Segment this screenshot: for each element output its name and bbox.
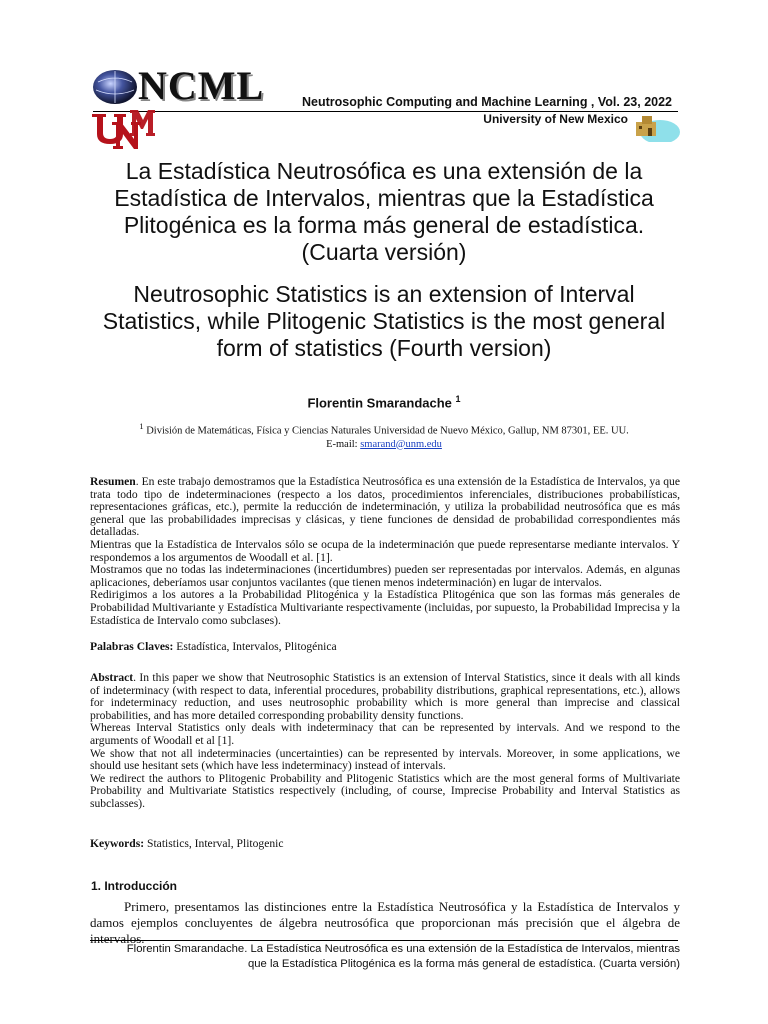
affiliation-line: [84, 420, 684, 438]
affiliation-mark: 1: [139, 421, 144, 431]
resumen-paragraph: Mientras que la Estadística de Intervalos sólo se ocupa de la indeterminación que puede representarse mediante intervalos. Y respondemos a los argumentos de Woodall et al. [1].: [90, 537, 680, 564]
author-name-text: Florentin Smarandache: [307, 395, 452, 411]
palabras-claves: [90, 641, 680, 654]
abstract-paragraph: [90, 672, 680, 722]
introduccion-paragraph: Primero, presentamos las distinciones entre la Estadística Neutrosófica y la Estadística de Intervalos y damos ejemplos concluyentes de álgebra neutrosófica que proporcionan más precisión que el álgebra de intervalos.: [90, 899, 680, 946]
author-name: [84, 394, 684, 410]
abstract-text: . In this paper we show that Neutrosophic Statistics is an extension of Interval Statistics, since it deals with all kinds of indeterminacy (with respect to data, inferential procedures, probability distributions, graphical representations, etc.), allows for indeterminacy reduction, and uses neutrosophic probability which is more general than imprecise and classical probabilities, and has more detailed corresponding probability density functions.: [90, 671, 680, 722]
ncml-globe-logo-icon: [92, 68, 138, 106]
email-label: E-mail:: [326, 438, 361, 450]
keywords: [90, 838, 680, 851]
footer-line: que la Estadística Plitogénica es la forma más general de estadística. (Cuarta versión): [247, 958, 680, 970]
resumen-paragraph: [90, 476, 680, 539]
resumen-paragraph: Redirigimos a los autores a la Probabilidad Plitogénica y la Estadística Plitogénica que son las formas más generales de Probabilidad Multivariante y Estadística Multivariante respectivamente (incluidas, por supuesto, la Probabilidad Imprecisa y la Estadística de Intervalo como subclases).: [90, 588, 680, 627]
resumen-section: [90, 476, 680, 627]
pueblo-house-logo-icon: [622, 112, 680, 142]
palabras-claves-label: Palabras Claves:: [90, 640, 174, 653]
footer-rule: [90, 940, 678, 941]
title-english: [84, 281, 684, 362]
keywords-line: [90, 838, 680, 851]
footer-line: Florentin Smarandache. La Estadística Neutrosófica es una extensión de la Estadística de Intervalos, mientras: [126, 943, 680, 955]
resumen-text: . En este trabajo demostramos que la Estadística Neutrosófica es una extensión de la Estadística de Intervalos, ya que trata todo tipo de indeterminaciones (respecto a los datos, procedimientos inferenciales, distribuciones probabilísticas, representaciones gráficas, etc.), permite la reducción de indeterminación, y utiliza la probabilidad neutrosófica que es más general que las probabilidades imprecisas y clásicas, y tiene funciones de densidad de probabilidad correspondientes más detalladas.: [90, 475, 680, 539]
abstract-section: [90, 672, 680, 811]
email-line: [84, 438, 684, 451]
title-english-line: Neutrosophic Statistics is an extension of Interval: [133, 281, 635, 307]
resumen-label: Resumen: [90, 475, 136, 488]
title-english-line: Statistics, while Plitogenic Statistics is the most general: [102, 308, 666, 334]
page-footer: [90, 942, 680, 972]
keywords-label: Keywords:: [90, 837, 145, 850]
university-name: University of New Mexico: [483, 112, 628, 126]
abstract-paragraph: Whereas Interval Statistics only deals with indeterminacy that can be represented by intervals. And we respond to the arguments of Woodall et al [1].: [90, 721, 680, 747]
section-heading-introduccion: 1. Introducción: [91, 879, 178, 893]
palabras-claves-text: Estadística, Intervalos, Plitogénica: [173, 640, 337, 653]
title-spanish-line: Estadística de Intervalos, mientras que la Estadística: [114, 185, 654, 211]
title-english-line: form of statistics (Fourth version): [216, 335, 552, 361]
abstract-paragraph: We redirect the authors to Plitogenic Probability and Plitogenic Statistics which are the most general forms of Multivariate Probability and Multivariate Statistics respectively (including, of course, Imprecise Probability and Interval Statistics as subclasses).: [90, 771, 680, 810]
affiliation-text: División de Matemáticas, Física y Ciencias Naturales Universidad de Nuevo México, Gallup, NM 87301, EE. UU.: [146, 425, 629, 437]
unm-logo-icon: [90, 108, 156, 154]
title-spanish: [84, 158, 684, 266]
email-link[interactable]: smarand@unm.edu: [360, 438, 442, 450]
affiliation: [84, 420, 684, 451]
abstract-paragraph: We show that not all indeterminacies (uncertainties) can be represented by intervals. Moreover, in some applications, we should use hesitant sets (which have less indeterminacy) instead of intervals.: [90, 746, 680, 773]
ncml-logo-text: NCML: [138, 63, 265, 108]
journal-name: Neutrosophic Computing and Machine Learning , Vol. 23, 2022: [302, 95, 672, 109]
resumen-paragraph: Mostramos que no todas las indeterminaciones (incertidumbres) pueden ser representadas por intervalos. Además, en algunas aplicaciones, deberíamos usar conjuntos vacilantes (que tienen menos indeterminación) en lugar de intervalos.: [90, 563, 680, 589]
abstract-label: Abstract: [90, 671, 134, 684]
title-spanish-line: La Estadística Neutrosófica es una extensión de la: [125, 158, 643, 184]
palabras-claves-line: [90, 641, 680, 654]
title-spanish-line: Plitogénica es la forma más general de estadística.: [123, 212, 645, 238]
keywords-text: Statistics, Interval, Plitogenic: [144, 837, 284, 850]
author-affiliation-mark: 1: [455, 394, 461, 404]
title-spanish-line: (Cuarta versión): [301, 239, 467, 265]
